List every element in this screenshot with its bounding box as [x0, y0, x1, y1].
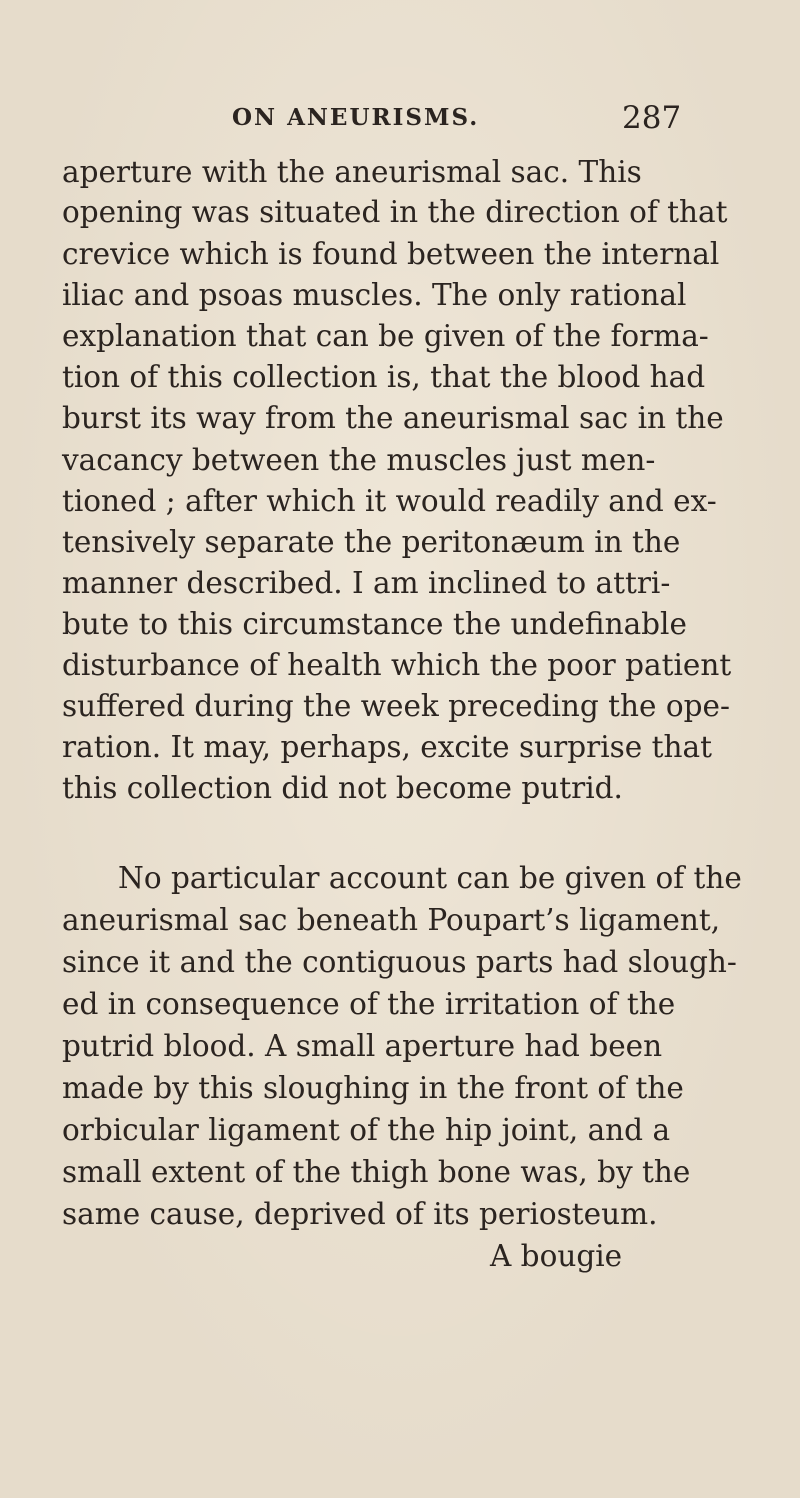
text-line: tensively separate the peritonæum in the	[62, 525, 681, 559]
page-number: 287	[622, 100, 682, 136]
text-line: explanation that can be given of the forma-	[62, 319, 709, 353]
text-line: suffered during the week preceding the ope-	[62, 689, 730, 723]
text-line: No particular account can be given of the	[118, 861, 742, 895]
text-line: aneurismal sac beneath Poupart’s ligament,	[62, 903, 721, 937]
text-line: opening was situated in the direction of that	[62, 195, 728, 229]
text-line: made by this sloughing in the front of the	[62, 1071, 684, 1105]
text-line: iliac and psoas muscles. The only rational	[62, 278, 687, 312]
text-line: same cause, deprived of its periosteum.	[62, 1197, 658, 1231]
text-line: tioned ; after which it would readily and ex-	[62, 484, 717, 518]
running-head	[0, 100, 800, 140]
text-line: bute to this circumstance the undefinable	[62, 607, 687, 641]
text-line: since it and the contiguous parts had slough-	[62, 945, 737, 979]
text-line: aperture with the aneurismal sac. This	[62, 155, 642, 189]
text-line: orbicular ligament of the hip joint, and a	[62, 1113, 671, 1147]
running-head-title: ON ANEURISMS.	[232, 104, 480, 131]
text-line: ration. It may, perhaps, excite surprise that	[62, 730, 712, 764]
text-line: vacancy between the muscles just men-	[62, 443, 656, 477]
text-line: tion of this collection is, that the blood had	[62, 360, 706, 394]
text-line: ed in consequence of the irritation of the	[62, 987, 676, 1021]
text-line: crevice which is found between the internal	[62, 237, 720, 271]
text-line: burst its way from the aneurismal sac in the	[62, 401, 724, 435]
text-line: this collection did not become putrid.	[62, 771, 623, 805]
catchword: A bougie	[490, 1239, 623, 1273]
text-line: small extent of the thigh bone was, by the	[62, 1155, 691, 1189]
text-line: putrid blood. A small aperture had been	[62, 1029, 663, 1063]
text-line: disturbance of health which the poor patient	[62, 648, 732, 682]
text-line: manner described. I am inclined to attri-	[62, 566, 671, 600]
